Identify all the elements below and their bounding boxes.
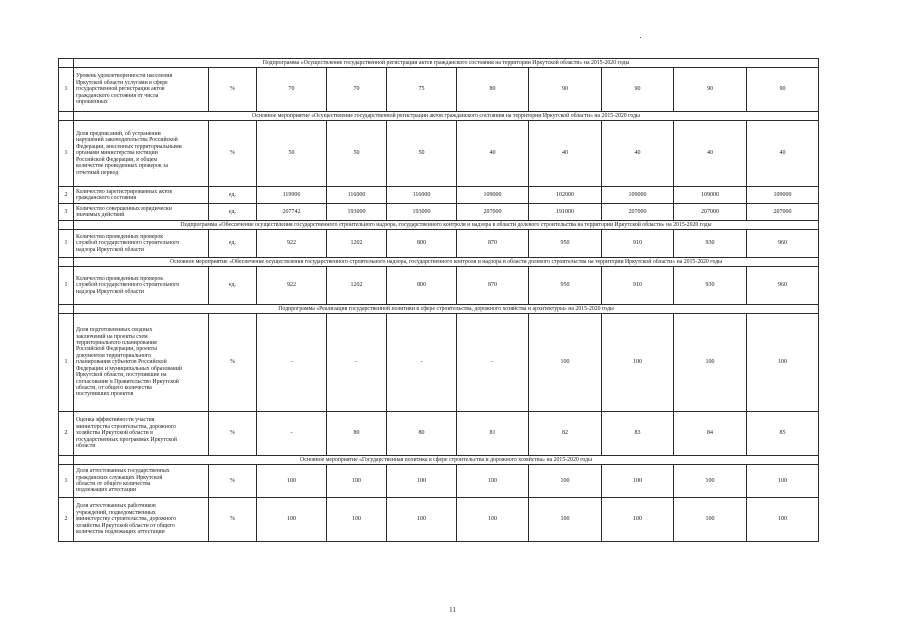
value-cell: 193000 xyxy=(387,204,457,221)
section-title: Основное мероприятие «Обеспечение осуществления государственного строительного надзора, государственного контроля и надзора в области долевого строительства на территории Иркутской области» на 2015-2020 годы xyxy=(74,258,819,267)
value-cell: 100 xyxy=(674,465,747,498)
indicator-name-line: области от общего количества xyxy=(76,481,151,487)
value-cell: 40 xyxy=(602,121,674,187)
table-row xyxy=(59,68,819,112)
table-row xyxy=(59,498,819,542)
indicator-name-line: Российской Федерации, проекты xyxy=(76,346,158,353)
row-spacer xyxy=(59,221,74,230)
value-cell: 83 xyxy=(602,412,674,456)
value-cell: 90 xyxy=(747,68,819,112)
row-number: 3 xyxy=(59,204,74,221)
indicator-name xyxy=(74,230,209,258)
section-title: Подпрограмма «Осуществление государственной регистрации актов гражданского состояния на территории Иркутской области» на 2015-2020 годы xyxy=(74,59,819,68)
value-cell: 207742 xyxy=(257,204,327,221)
value-cell: 81 xyxy=(457,412,529,456)
value-cell: 207000 xyxy=(674,204,747,221)
value-cell: 90 xyxy=(674,68,747,112)
row-spacer xyxy=(59,456,74,465)
indicator-name-line: Доля аттестованных государственных xyxy=(76,468,170,475)
value-cell: 40 xyxy=(457,121,529,187)
value-cell: 116000 xyxy=(387,187,457,204)
section-header-row xyxy=(59,59,819,68)
indicator-name-line: министерства строительства, дорожного xyxy=(76,423,176,430)
indicator-name-line: Оценка эффективности участия xyxy=(76,417,155,424)
indicator-name-line: количества подлежащих аттестации xyxy=(76,529,165,536)
value-cell: 1202 xyxy=(327,267,387,305)
indicator-name-line: учреждений, подведомственных xyxy=(76,509,156,516)
value-cell: 100 xyxy=(457,498,529,542)
value-cell: 70 xyxy=(257,68,327,112)
value-cell: - xyxy=(327,314,387,412)
value-cell: 910 xyxy=(602,267,674,305)
indicator-name-line: государственной регистрации актов xyxy=(76,86,165,93)
value-cell: 80 xyxy=(327,412,387,456)
section-header-row xyxy=(59,112,819,121)
table-row xyxy=(59,465,819,498)
table-row xyxy=(59,314,819,412)
indicator-name-line: Доля аттестованных работников xyxy=(76,503,156,510)
row-number: 1 xyxy=(59,314,74,412)
value-cell: 102000 xyxy=(529,187,602,204)
indicator-name-line: отчетный период xyxy=(76,169,119,176)
section-title: Подпрограмма «Реализация государственной политики в сфере строительства, дорожного хозяйства и архитектуры» на 2015-2020 годы xyxy=(74,305,819,314)
indicator-name-line: Федерации, внесенных территориальными xyxy=(76,143,182,150)
value-cell: 207000 xyxy=(602,204,674,221)
indicator-name xyxy=(74,465,209,498)
indicator-name-line: поступивших проектов xyxy=(76,391,134,398)
indicator-name-line: Иркутской области услугами в сфере xyxy=(76,79,168,86)
unit-cell: ед. xyxy=(209,230,257,258)
section-title: Подпрограмма «Обеспечение осуществления государственного строительного надзора, государственного контроля и надзора в области долевого строительства на территории Иркутской области» на 2015-2020 годы xyxy=(74,221,819,230)
value-cell: 90 xyxy=(602,68,674,112)
value-cell: - xyxy=(457,314,529,412)
value-cell: 100 xyxy=(747,465,819,498)
indicator-name-line: Количество совершенных юридически xyxy=(76,205,172,212)
value-cell: - xyxy=(387,314,457,412)
unit-cell: % xyxy=(209,412,257,456)
unit-cell: ед. xyxy=(209,187,257,204)
unit-cell: ед. xyxy=(209,267,257,305)
page-number: 11 xyxy=(449,606,456,614)
value-cell: 100 xyxy=(327,465,387,498)
value-cell: 930 xyxy=(674,230,747,258)
indicator-name-line: согласование в Правительство Иркутской xyxy=(76,378,179,385)
value-cell: 116000 xyxy=(327,187,387,204)
indicator-name-line: Федерации и муниципальных образований xyxy=(76,365,182,372)
value-cell: 100 xyxy=(327,498,387,542)
indicator-name xyxy=(74,121,209,187)
indicator-name-line: хозяйства Иркутской области от общего xyxy=(76,522,175,529)
indicator-name-line: службой государственного строительного xyxy=(76,240,180,247)
value-cell: 960 xyxy=(747,267,819,305)
value-cell: 100 xyxy=(257,465,327,498)
row-number: 1 xyxy=(59,230,74,258)
indicator-name xyxy=(74,498,209,542)
value-cell: 910 xyxy=(602,230,674,258)
value-cell: 922 xyxy=(257,267,327,305)
indicator-table xyxy=(58,58,819,542)
value-cell: 100 xyxy=(602,498,674,542)
indicator-name-line: Количество проведенных проверок xyxy=(76,233,164,240)
value-cell: 109000 xyxy=(674,187,747,204)
value-cell: 870 xyxy=(457,267,529,305)
value-cell: 90 xyxy=(529,68,602,112)
value-cell: 40 xyxy=(674,121,747,187)
value-cell: 1202 xyxy=(327,230,387,258)
indicator-name-line: планирования субъектов Российской xyxy=(76,359,167,366)
indicator-name-line: гражданского состояния xyxy=(76,195,137,201)
indicator-name xyxy=(74,204,209,221)
indicator-name xyxy=(74,314,209,412)
value-cell: 100 xyxy=(257,498,327,542)
row-number: 1 xyxy=(59,465,74,498)
value-cell: 70 xyxy=(327,68,387,112)
table-row xyxy=(59,204,819,221)
indicator-name-line: области, от общего количества xyxy=(76,384,152,391)
value-cell: 109000 xyxy=(457,187,529,204)
value-cell: 100 xyxy=(529,465,602,498)
indicator-name xyxy=(74,412,209,456)
row-number: 2 xyxy=(59,412,74,456)
indicator-name-line: службой государственного строительного xyxy=(76,282,180,289)
value-cell: 100 xyxy=(674,498,747,542)
indicator-name-line: опрошенных xyxy=(76,99,108,106)
indicator-name-line: подлежащих аттестации xyxy=(76,487,137,494)
table-row xyxy=(59,121,819,187)
indicator-name-line: министерству строительства, дорожного xyxy=(76,516,177,523)
indicator-name xyxy=(74,187,209,204)
value-cell: 191000 xyxy=(529,204,602,221)
indicator-name-line: надзора Иркутской области xyxy=(76,246,145,253)
indicator-name-line: значимых действий xyxy=(76,212,125,218)
indicator-name-line: нарушений законодательства Российской xyxy=(76,137,178,144)
value-cell: 100 xyxy=(457,465,529,498)
value-cell: 109000 xyxy=(602,187,674,204)
row-spacer xyxy=(59,112,74,121)
value-cell: 100 xyxy=(529,314,602,412)
unit-cell: ед. xyxy=(209,204,257,221)
value-cell: 930 xyxy=(674,267,747,305)
section-title: Основное мероприятие «Государственная политика в сфере строительства и дорожного хозяйства» на 2015-2020 годы xyxy=(74,456,819,465)
value-cell: 40 xyxy=(529,121,602,187)
table-row xyxy=(59,267,819,305)
value-cell: 80 xyxy=(387,412,457,456)
value-cell: 50 xyxy=(257,121,327,187)
indicator-name xyxy=(74,267,209,305)
value-cell: 50 xyxy=(387,121,457,187)
indicator-name-line: Доля подготовленных сводных xyxy=(76,327,153,334)
value-cell: 40 xyxy=(747,121,819,187)
table-row xyxy=(59,412,819,456)
indicator-name-line: Количество проведенных проверок xyxy=(76,275,164,282)
value-cell: 100 xyxy=(674,314,747,412)
indicator-name-line: документов территориального xyxy=(76,352,151,359)
indicator-name-line: гражданского состояния от числа xyxy=(76,92,159,99)
row-number: 2 xyxy=(59,498,74,542)
value-cell: 75 xyxy=(387,68,457,112)
section-title: Основное мероприятие «Осуществление государственной регистрации актов гражданского состояния на территории Иркутской области» на 2015-2020 годы xyxy=(74,112,819,121)
table-body xyxy=(59,59,819,542)
table-row xyxy=(59,230,819,258)
indicator-name-line: Иркутской области, поступившие на xyxy=(76,372,167,379)
value-cell: 207000 xyxy=(457,204,529,221)
indicator-name-line: территориального планирования xyxy=(76,340,157,347)
value-cell: 80 xyxy=(457,68,529,112)
indicator-name-line: Количество зарегистрированных актов xyxy=(76,188,173,195)
indicator-name-line: количестве проведенных проверок за xyxy=(76,163,168,170)
value-cell: 82 xyxy=(529,412,602,456)
indicator-name xyxy=(74,68,209,112)
row-spacer xyxy=(59,59,74,68)
value-cell: 870 xyxy=(457,230,529,258)
value-cell: 50 xyxy=(327,121,387,187)
indicator-name-line: Российской Федерации, в общем xyxy=(76,156,158,163)
value-cell: 800 xyxy=(387,267,457,305)
unit-cell: % xyxy=(209,465,257,498)
section-header-row xyxy=(59,221,819,230)
value-cell: 109000 xyxy=(747,187,819,204)
indicator-name-line: Уровень удовлетворенности населения xyxy=(76,73,173,80)
value-cell: - xyxy=(257,314,327,412)
value-cell: 100 xyxy=(602,314,674,412)
row-spacer xyxy=(59,258,74,267)
indicator-name-line: государственных программах Иркутской xyxy=(76,436,177,443)
value-cell: 119906 xyxy=(257,187,327,204)
value-cell: 100 xyxy=(529,498,602,542)
value-cell: - xyxy=(257,412,327,456)
value-cell: 100 xyxy=(602,465,674,498)
unit-cell: % xyxy=(209,121,257,187)
section-header-row xyxy=(59,305,819,314)
indicator-name-line: хозяйства Иркутской области в xyxy=(76,430,153,437)
value-cell: 100 xyxy=(387,465,457,498)
indicator-name-line: органами министерства юстиции xyxy=(76,150,158,157)
table-row xyxy=(59,187,819,204)
row-number: 1 xyxy=(59,121,74,187)
indicator-name-line: заключений на проекты схем xyxy=(76,333,148,340)
row-number: 1 xyxy=(59,68,74,112)
row-number: 2 xyxy=(59,187,74,204)
page-mark xyxy=(640,37,641,38)
unit-cell: % xyxy=(209,68,257,112)
indicator-name-line: надзора Иркутской области xyxy=(76,288,145,295)
value-cell: 922 xyxy=(257,230,327,258)
value-cell: 960 xyxy=(747,230,819,258)
value-cell: 84 xyxy=(674,412,747,456)
section-header-row xyxy=(59,456,819,465)
value-cell: 950 xyxy=(529,230,602,258)
value-cell: 207000 xyxy=(747,204,819,221)
indicator-name-line: области xyxy=(76,443,96,450)
value-cell: 950 xyxy=(529,267,602,305)
value-cell: 193000 xyxy=(327,204,387,221)
unit-cell: % xyxy=(209,314,257,412)
row-number: 1 xyxy=(59,267,74,305)
indicator-name-line: Доля предписаний, об устранении xyxy=(76,131,161,138)
row-spacer xyxy=(59,305,74,314)
indicator-name-line: гражданских служащих Иркутской xyxy=(76,474,163,481)
section-header-row xyxy=(59,258,819,267)
value-cell: 100 xyxy=(747,498,819,542)
value-cell: 800 xyxy=(387,230,457,258)
value-cell: 100 xyxy=(747,314,819,412)
value-cell: 100 xyxy=(387,498,457,542)
unit-cell: % xyxy=(209,498,257,542)
value-cell: 85 xyxy=(747,412,819,456)
